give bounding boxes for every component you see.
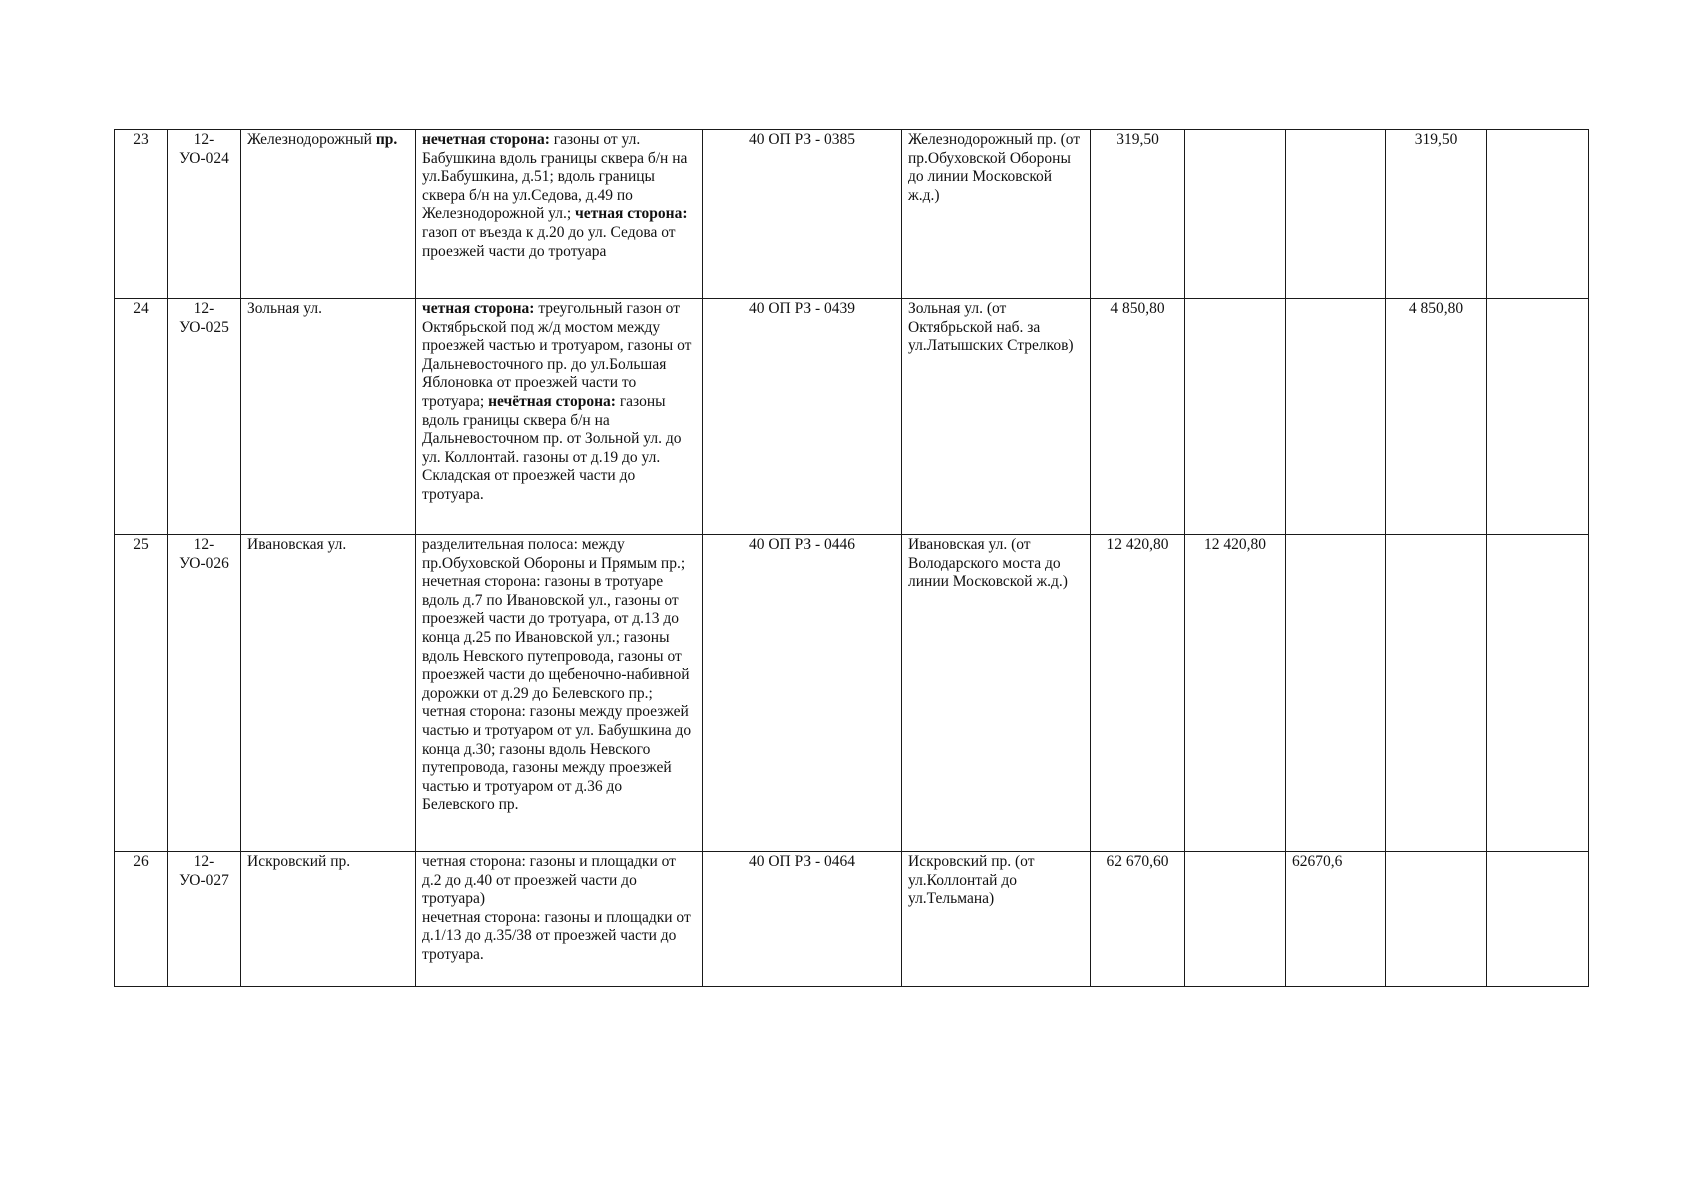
area-col-2 (1286, 535, 1386, 852)
table-row (115, 299, 1589, 535)
street-name (241, 130, 416, 299)
description-heading: четная сторона: (575, 205, 688, 223)
description-heading: четная сторона: (422, 300, 535, 317)
area-col-1 (1185, 299, 1286, 535)
lawn-description (416, 852, 703, 987)
total-area: 62 670,60 (1091, 852, 1185, 987)
street-name (241, 535, 416, 852)
lawn-description (416, 299, 703, 535)
area-col-3 (1386, 535, 1487, 852)
area-col-2 (1286, 130, 1386, 299)
object-code: 12-УО-027 (168, 852, 241, 987)
street-name (241, 299, 416, 535)
row-number: 24 (115, 299, 168, 535)
total-area: 4 850,80 (1091, 299, 1185, 535)
object-code: 12-УО-025 (168, 299, 241, 535)
area-col-1: 12 420,80 (1185, 535, 1286, 852)
street-name-suffix: пр. (375, 131, 398, 148)
description-text: четная сторона: газоны и площадки от д.2 до д.40 от проезжей части до тротуара) (422, 853, 676, 908)
document-sheet (114, 129, 1588, 987)
area-col-3: 4 850,80 (1386, 299, 1487, 535)
table-row (115, 852, 1589, 987)
road-segment: Ивановская ул. (от Володарского моста до линии Московской ж.д.) (902, 535, 1091, 852)
street-name-text: Ивановская ул. (247, 536, 347, 553)
table-row (115, 130, 1589, 299)
object-code: 12-УО-026 (168, 535, 241, 852)
area-col-4 (1487, 852, 1589, 987)
area-col-4 (1487, 535, 1589, 852)
description-text: газоны вдоль границы сквера б/н на Дальневосточном пр. от Зольной ул. до ул. Коллонтай. газоны от д.19 до ул. Складская от проезжей части до тротуара. (422, 392, 682, 503)
description-text: нечетная сторона: газоны и площадки от д.1/13 до д.35/38 от проезжей части до тротуара. (422, 908, 691, 963)
description-text: газоп от въезда к д.20 до ул. Седова от проезжей части до тротуара (422, 223, 676, 260)
area-col-2: 62670,6 (1286, 852, 1386, 987)
row-number: 25 (115, 535, 168, 852)
lawn-description (416, 535, 703, 852)
description-heading: нечётная сторона: (488, 392, 616, 410)
description-heading: нечетная сторона: (422, 131, 550, 148)
registry-table (114, 129, 1589, 987)
lawn-description (416, 130, 703, 299)
area-col-3 (1386, 852, 1487, 987)
area-col-1 (1185, 852, 1286, 987)
road-segment: Железнодорожный пр. (от пр.Обуховской Обороны до линии Московской ж.д.) (902, 130, 1091, 299)
street-name (241, 852, 416, 987)
description-text: разделительная полоса: между пр.Обуховской Обороны и Прямым пр.; нечетная сторона: газоны в тротуаре вдоль д.7 по Ивановской ул., газоны от проезжей части до тротуара, от д.13 до конца д.25 по Ивановской ул.; газоны вдоль Невского путепровода, газоны от проезжей части до щебеночно-набивной дорожки от д.29 до Белевского пр.; четная сторона: газоны между проезжей частью и тротуаром от ул. Бабушкина до конца д.30; газоны вдоль Невского путепровода, газоны между проезжей частью и тротуаром от д.36 до Белевского пр. (422, 536, 692, 814)
area-col-2 (1286, 299, 1386, 535)
table-row (115, 535, 1589, 852)
road-registry-id: 40 ОП РЗ - 0464 (703, 852, 902, 987)
road-registry-id: 40 ОП РЗ - 0439 (703, 299, 902, 535)
street-name-text: Железнодорожный (247, 131, 376, 148)
area-col-1 (1185, 130, 1286, 299)
street-name-text: Зольная ул. (247, 300, 322, 317)
road-registry-id: 40 ОП РЗ - 0446 (703, 535, 902, 852)
description-text: газоны от ул. Бабушкина вдоль границы сквера б/н на ул.Бабушкина, д.51; вдоль границы сквера б/н на ул.Седова, д.49 по Железнодорожной ул.; (422, 131, 688, 223)
road-segment: Зольная ул. (от Октябрьской наб. за ул.Латышских Стрелков) (902, 299, 1091, 535)
total-area: 319,50 (1091, 130, 1185, 299)
area-col-4 (1487, 299, 1589, 535)
row-number: 26 (115, 852, 168, 987)
object-code: 12-УО-024 (168, 130, 241, 299)
description-text: треугольный газон от Октябрьской под ж/д мостом между проезжей частью и тротуаром, газоны от Дальневосточного пр. до ул.Большая Яблоновка от проезжей части то тротуара; (422, 300, 692, 410)
road-segment: Искровский пр. (от ул.Коллонтай до ул.Тельмана) (902, 852, 1091, 987)
area-col-3: 319,50 (1386, 130, 1487, 299)
street-name-text: Искровский пр. (247, 853, 351, 870)
area-col-4 (1487, 130, 1589, 299)
row-number: 23 (115, 130, 168, 299)
road-registry-id: 40 ОП РЗ - 0385 (703, 130, 902, 299)
total-area: 12 420,80 (1091, 535, 1185, 852)
